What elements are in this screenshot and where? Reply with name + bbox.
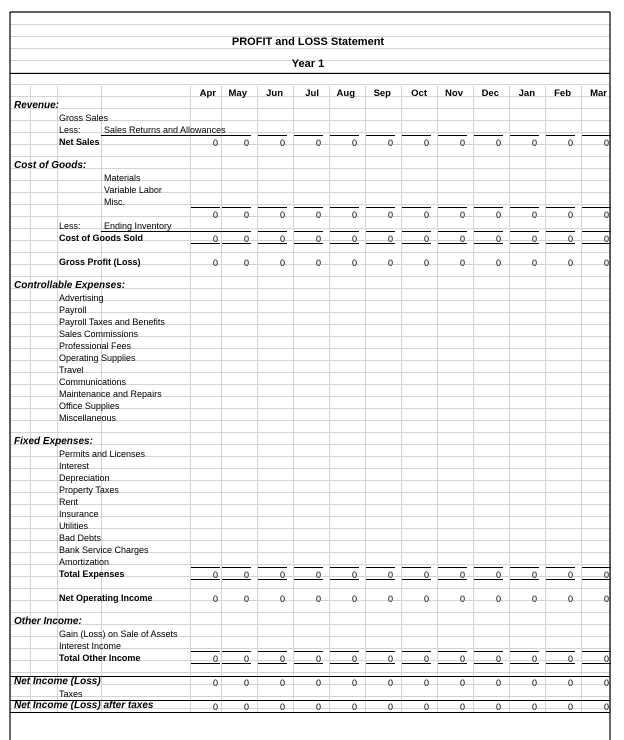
month-header-may: May [228,88,247,99]
cell-value[interactable]: 0 [495,234,501,244]
row-label: Interest [59,461,90,471]
cell-value[interactable]: 0 [567,138,573,148]
month-header-aug: Aug [336,88,355,99]
cell-value[interactable]: 0 [279,138,285,148]
cell-value[interactable]: 0 [387,702,393,712]
cell-value[interactable]: 0 [387,678,393,688]
cell-value[interactable]: 0 [315,594,321,604]
cell-value[interactable]: 0 [387,234,393,244]
row-label: Operating Supplies [59,353,136,363]
cell-value[interactable]: 0 [212,702,218,712]
cell-value[interactable]: 0 [567,570,573,580]
cell-value[interactable]: 0 [603,258,609,268]
cell-value[interactable]: 0 [315,210,321,220]
cell-value[interactable]: 0 [243,678,249,688]
cell-value[interactable]: 0 [351,654,357,664]
cell-value[interactable]: 0 [315,654,321,664]
row-label: Gain (Loss) on Sale of Assets [59,629,178,639]
cell-value[interactable]: 0 [531,570,537,580]
row-sublabel: Sales Returns and Allowances [104,125,226,135]
row-label: Amortization [59,557,110,567]
row-label: Advertising [59,293,104,303]
cell-value[interactable]: 0 [423,594,429,604]
cell-value[interactable]: 0 [315,234,321,244]
month-header-apr: Apr [199,88,216,99]
cell-value[interactable]: 0 [423,234,429,244]
row-label: Utilities [59,521,89,531]
cell-value[interactable]: 0 [387,258,393,268]
cell-value[interactable]: 0 [459,258,465,268]
month-header-feb: Feb [554,88,571,99]
cell-value[interactable]: 0 [351,258,357,268]
cell-value[interactable]: 0 [351,702,357,712]
cell-value[interactable]: 0 [387,210,393,220]
cell-value[interactable]: 0 [603,138,609,148]
cell-value[interactable]: 0 [279,654,285,664]
row-label: Misc. [104,197,125,207]
row-label: Controllable Expenses: [14,280,126,291]
cell-value[interactable]: 0 [243,654,249,664]
cell-value[interactable]: 0 [531,258,537,268]
cell-value[interactable]: 0 [531,678,537,688]
cell-value[interactable]: 0 [212,138,218,148]
cell-value[interactable]: 0 [495,138,501,148]
cell-value[interactable]: 0 [279,702,285,712]
month-header-nov: Nov [445,88,463,99]
cell-value[interactable]: 0 [495,594,501,604]
row-label: Miscellaneous [59,413,117,423]
cell-value[interactable]: 0 [603,594,609,604]
cell-value[interactable]: 0 [243,138,249,148]
cell-value[interactable]: 0 [243,594,249,604]
cell-value[interactable]: 0 [315,258,321,268]
cell-value[interactable]: 0 [315,678,321,688]
row-label: Gross Profit (Loss) [59,257,141,267]
row-label: Revenue: [14,100,60,111]
cell-value[interactable]: 0 [567,210,573,220]
cell-value[interactable]: 0 [279,210,285,220]
cell-value[interactable]: 0 [423,654,429,664]
cell-value[interactable]: 0 [423,678,429,688]
row-label: Net Sales [59,137,100,147]
row-label: Cost of Goods Sold [59,233,143,243]
cell-value[interactable]: 0 [567,702,573,712]
row-sublabel: Ending Inventory [104,221,172,231]
row-label: Less: [59,221,81,231]
cell-value[interactable]: 0 [459,210,465,220]
cell-value[interactable]: 0 [279,234,285,244]
cell-value[interactable]: 0 [603,234,609,244]
cell-value[interactable]: 0 [279,258,285,268]
cell-value[interactable]: 0 [495,702,501,712]
cell-value[interactable]: 0 [279,570,285,580]
cell-value[interactable]: 0 [567,234,573,244]
cell-value[interactable]: 0 [387,138,393,148]
cell-value[interactable]: 0 [243,702,249,712]
cell-value[interactable]: 0 [351,210,357,220]
cell-value[interactable]: 0 [531,594,537,604]
cell-value[interactable]: 0 [423,702,429,712]
row-label: Rent [59,497,79,507]
cell-value[interactable]: 0 [531,654,537,664]
cell-value[interactable]: 0 [243,234,249,244]
cell-value[interactable]: 0 [279,678,285,688]
row-label: Cost of Goods: [14,160,87,171]
cell-value[interactable]: 0 [459,234,465,244]
cell-value[interactable]: 0 [495,258,501,268]
cell-value[interactable]: 0 [387,594,393,604]
cell-value[interactable]: 0 [603,678,609,688]
cell-value[interactable]: 0 [495,678,501,688]
cell-value[interactable]: 0 [243,258,249,268]
month-header-jun: Jun [266,88,283,99]
row-label: Office Supplies [59,401,120,411]
cell-value[interactable]: 0 [243,210,249,220]
cell-value[interactable]: 0 [531,234,537,244]
cell-value[interactable]: 0 [243,570,249,580]
cell-value[interactable]: 0 [495,570,501,580]
cell-value[interactable]: 0 [459,594,465,604]
cell-value[interactable]: 0 [212,678,218,688]
cell-value[interactable]: 0 [531,138,537,148]
cell-value[interactable]: 0 [603,702,609,712]
cell-value[interactable]: 0 [531,702,537,712]
cell-value[interactable]: 0 [212,234,218,244]
row-label: Travel [59,365,84,375]
cell-value[interactable]: 0 [459,702,465,712]
row-label: Bad Debts [59,533,102,543]
row-label: Maintenance and Repairs [59,389,162,399]
row-label: Net Income (Loss) [14,676,101,687]
cell-value[interactable]: 0 [351,594,357,604]
cell-value[interactable]: 0 [315,138,321,148]
month-header-dec: Dec [481,88,499,99]
cell-value[interactable]: 0 [531,210,537,220]
cell-value[interactable]: 0 [495,654,501,664]
row-label: Net Income (Loss) after taxes [14,700,154,711]
row-label: Depreciation [59,473,110,483]
cell-value[interactable]: 0 [423,570,429,580]
cell-value[interactable]: 0 [603,210,609,220]
month-header-mar: Mar [590,88,607,99]
row-label: Net Operating Income [59,593,153,603]
row-label: Permits and Licenses [59,449,146,459]
row-label: Total Expenses [59,569,125,579]
row-label: Materials [104,173,141,183]
cell-value[interactable]: 0 [212,654,218,664]
cell-value[interactable]: 0 [459,138,465,148]
cell-value[interactable]: 0 [351,138,357,148]
row-label: Professional Fees [59,341,132,351]
row-label: Other Income: [14,616,82,627]
cell-value[interactable]: 0 [423,138,429,148]
cell-value[interactable]: 0 [315,702,321,712]
cell-value[interactable]: 0 [495,210,501,220]
cell-value[interactable]: 0 [423,258,429,268]
row-label: Total Other Income [59,653,141,663]
cell-value[interactable]: 0 [603,654,609,664]
cell-value[interactable]: 0 [567,258,573,268]
cell-value[interactable]: 0 [459,570,465,580]
cell-value[interactable]: 0 [279,594,285,604]
row-label: Property Taxes [59,485,119,495]
row-label: Less: [59,125,81,135]
row-label: Taxes [59,689,83,699]
row-label: Payroll [59,305,87,315]
cell-value[interactable]: 0 [315,570,321,580]
row-label: Insurance [59,509,99,519]
cell-value[interactable]: 0 [212,258,218,268]
cell-value[interactable]: 0 [567,654,573,664]
row-label: Bank Service Charges [59,545,149,555]
cell-value[interactable]: 0 [212,210,218,220]
row-label: Interest Income [59,641,122,651]
cell-value[interactable]: 0 [351,678,357,688]
cell-value[interactable]: 0 [212,594,218,604]
cell-value[interactable]: 0 [459,654,465,664]
month-header-jan: Jan [518,88,535,99]
month-header-sep: Sep [373,88,391,99]
month-header-oct: Oct [411,88,427,99]
row-label: Variable Labor [104,185,162,195]
page-title: PROFIT and LOSS Statement [231,36,385,48]
cell-value[interactable]: 0 [567,594,573,604]
row-label: Sales Commissions [59,329,139,339]
row-label: Payroll Taxes and Benefits [59,317,165,327]
row-label: Gross Sales [59,113,109,123]
cell-value[interactable]: 0 [387,570,393,580]
cell-value[interactable]: 0 [603,570,609,580]
cell-value[interactable]: 0 [459,678,465,688]
cell-value[interactable]: 0 [212,570,218,580]
row-label: Fixed Expenses: [14,436,93,447]
cell-value[interactable]: 0 [567,678,573,688]
page-subtitle: Year 1 [291,58,325,70]
row-label: Communications [59,377,127,387]
cell-value[interactable]: 0 [387,654,393,664]
month-header-jul: Jul [305,88,319,99]
cell-value[interactable]: 0 [351,234,357,244]
cell-value[interactable]: 0 [423,210,429,220]
cell-value[interactable]: 0 [351,570,357,580]
